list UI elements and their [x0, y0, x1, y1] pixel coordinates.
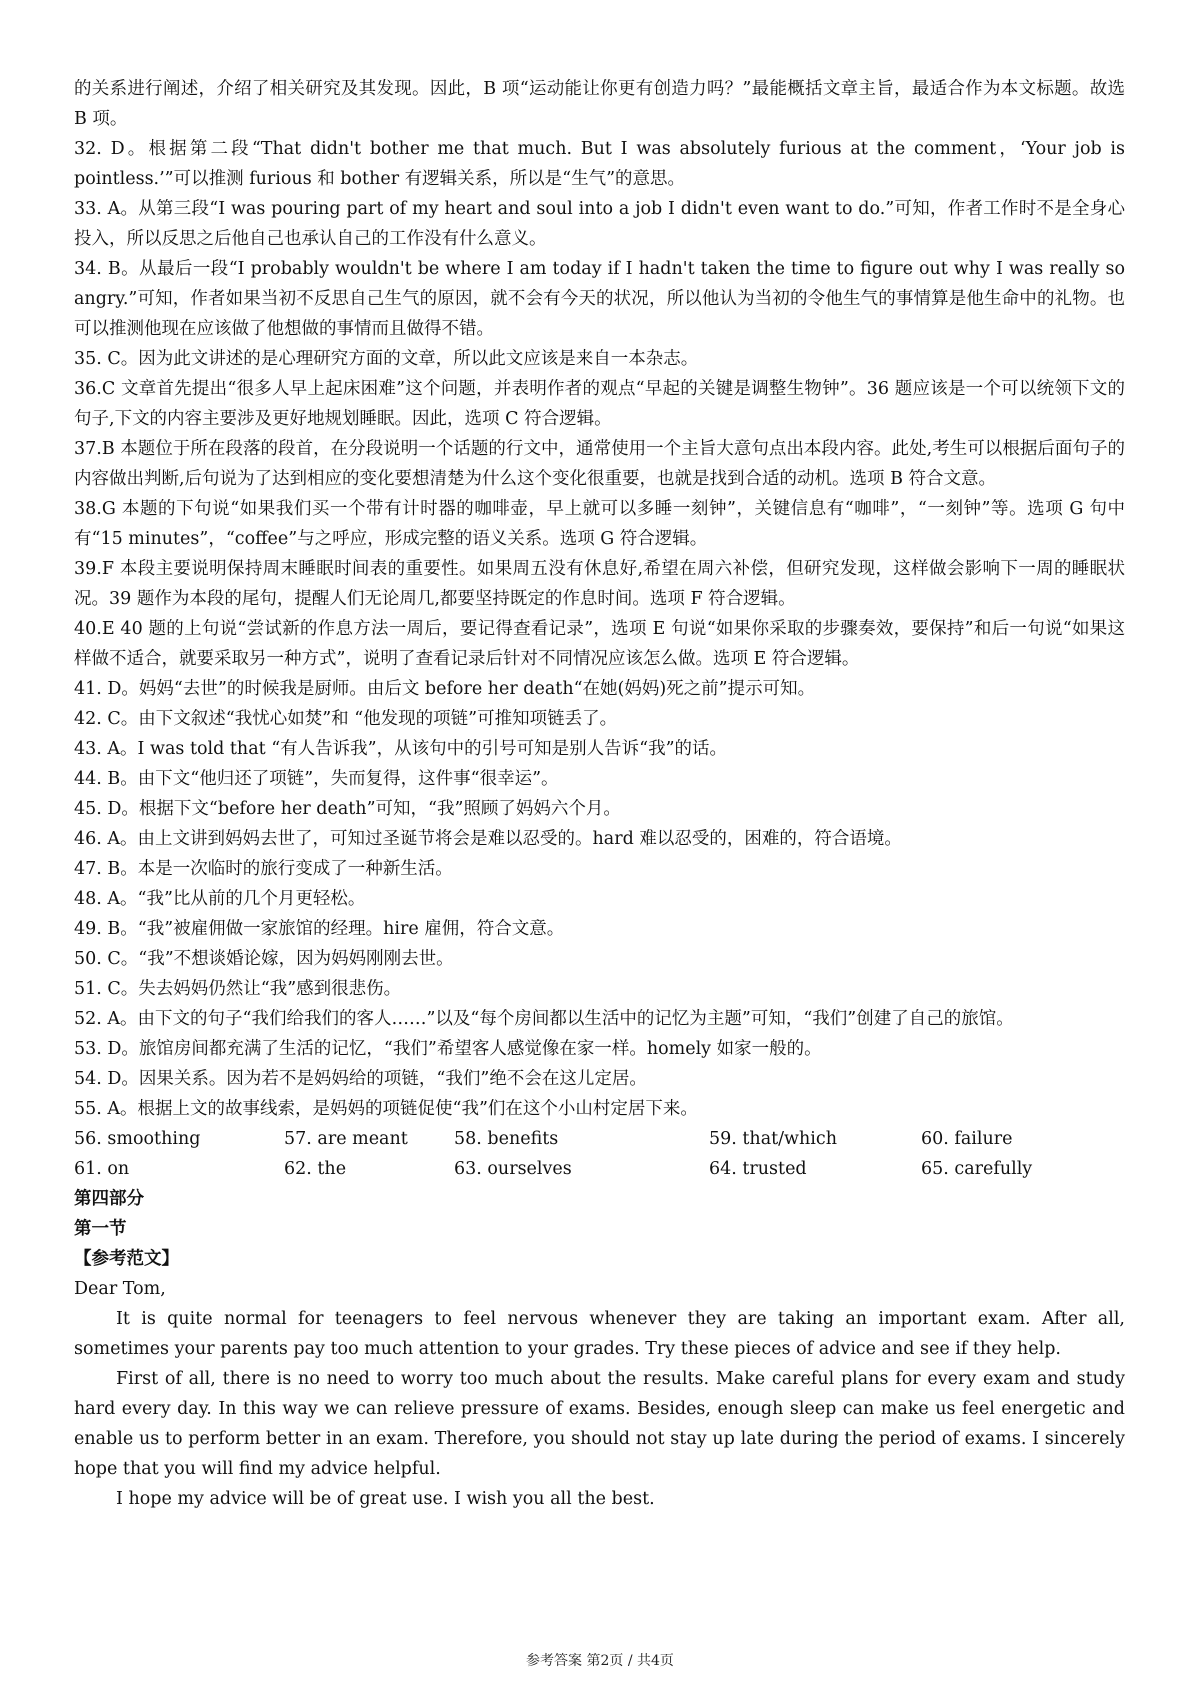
grammar-answer-59: 59. that/which: [709, 1129, 837, 1149]
answer-40: 40.E 40 题的上句说“尝试新的作息方法一周后，要记得查看记录”，选项 E 句说“如果你采取的步骤奏效，要保持”和后一句说“如果这样做不适合，就要采取另一种方式”，说明了查看记录后针对不同情况应该怎么做。选项 E 符合逻辑。: [74, 619, 1125, 669]
answer-52: 52. A。由下文的句子“我们给我们的客人……”以及“每个房间都以生活中的记忆为主题”可知，“我们”创建了自己的旅馆。: [74, 1009, 1014, 1029]
answer-50: 50. C。“我”不想谈婚论嫁，因为妈妈刚刚去世。: [74, 949, 454, 969]
grammar-answer-61: 61. on: [74, 1159, 130, 1179]
answer-37: 37.B 本题位于所在段落的段首，在分段说明一个话题的行文中，通常使用一个主旨大意句点出本段内容。此处,考生可以根据后面句子的内容做出判断,后句说为了达到相应的变化要想清楚为什么这个变化很重要，也就是找到合适的动机。选项 B 符合文意。: [74, 439, 1125, 489]
answer-31-continued: 的关系进行阐述，介绍了相关研究及其发现。因此，B 项“运动能让你更有创造力吗？”最能概括文章主旨，最适合作为本文标题。故选 B 项。: [74, 79, 1125, 129]
answer-34: 34. B。从最后一段“I probably wouldn't be where I am today if I hadn't taken the time to figure out why I was really so angry.”可知，作者如果当初不反思自己生气的原因，就不会有今天的状况，所以他认为当初的令他生气的事情算是他生命中的礼物。也可以推测他现在应该做了他想做的事情而且做得不错。: [74, 259, 1125, 339]
answer-43: 43. A。I was told that “有人告诉我”，从该句中的引号可知是别人告诉“我”的话。: [74, 739, 728, 759]
answer-33: 33. A。从第三段“I was pouring part of my heart and soul into a job I didn't even want to do.”可知，作者工作时不是全身心投入，所以反思之后他自己也承认自己的工作没有什么意义。: [74, 199, 1125, 249]
answer-38: 38.G 本题的下句说“如果我们买一个带有计时器的咖啡壶，早上就可以多睡一刻钟”，关键信息有“咖啡”，“一刻钟”等。选项 G 句中有“15 minutes”，“coffee”与之呼应，形成完整的语义关系。选项 G 符合逻辑。: [74, 499, 1125, 549]
page-footer: 参考答案 第2页 / 共4页: [526, 1653, 674, 1669]
essay-paragraph-2: First of all, there is no need to worry too much about the results. Make careful plans for every exam and study hard every day. In this way we can relieve pressure of exams. Besides, enough sleep can make us feel energetic and enable us to perform better in an exam. Therefore, you should not stay up late during the period of exams. I sincerely hope that you will find my advice helpful.: [74, 1369, 1125, 1479]
essay-paragraph-1: It is quite normal for teenagers to feel nervous whenever they are taking an important exam. After all, sometimes your parents pay too much attention to your grades. Try these pieces of advice and see if they help.: [74, 1309, 1125, 1359]
answer-51: 51. C。失去妈妈仍然让“我”感到很悲伤。: [74, 979, 402, 999]
answer-49: 49. B。“我”被雇佣做一家旅馆的经理。hire 雇佣，符合文意。: [74, 919, 565, 939]
answer-48: 48. A。“我”比从前的几个月更轻松。: [74, 889, 366, 909]
grammar-answer-58: 58. benefits: [454, 1129, 559, 1149]
answer-35: 35. C。因为此文讲述的是心理研究方面的文章，所以此文应该是来自一本杂志。: [74, 349, 699, 369]
answer-41: 41. D。妈妈“去世”的时候我是厨师。由后文 before her death“在她(妈妈)死之前”提示可知。: [74, 679, 816, 699]
answer-32: 32. D。根据第二段“That didn't bother me that much. But I was absolutely furious at the comment，‘Your job is pointless.’”可以推测 furious 和 bother 有逻辑关系，所以是“生气”的意思。: [74, 139, 1125, 189]
essay-greeting: Dear Tom,: [74, 1279, 166, 1299]
answer-45: 45. D。根据下文“before her death”可知，“我”照顾了妈妈六个月。: [74, 799, 621, 819]
answer-39: 39.F 本段主要说明保持周末睡眠时间表的重要性。如果周五没有休息好,希望在周六补偿，但研究发现，这样做会影响下一周的睡眠状况。39 题作为本段的尾句，提醒人们无论周几,都要坚持既定的作息时间。选项 F 符合逻辑。: [74, 559, 1125, 609]
grammar-answer-60: 60. failure: [921, 1129, 1013, 1149]
answer-53: 53. D。旅馆房间都充满了生活的记忆，“我们”希望客人感觉像在家一样。homely 如家一般的。: [74, 1039, 822, 1059]
answer-55: 55. A。根据上文的故事线索，是妈妈的项链促使“我”们在这个小山村定居下来。: [74, 1099, 698, 1119]
answer-42: 42. C。由下文叙述“我忧心如焚”和 “他发现的项链”可推知项链丢了。: [74, 709, 618, 729]
answer-54: 54. D。因果关系。因为若不是妈妈给的项链，“我们”绝不会在这儿定居。: [74, 1069, 647, 1089]
answer-47: 47. B。本是一次临时的旅行变成了一种新生活。: [74, 859, 453, 879]
answer-46: 46. A。由上文讲到妈妈去世了，可知过圣诞节将会是难以忍受的。hard 难以忍受的，困难的，符合语境。: [74, 829, 902, 849]
grammar-answer-63: 63. ourselves: [454, 1159, 572, 1179]
grammar-answer-57: 57. are meant: [284, 1129, 408, 1149]
grammar-answer-56: 56. smoothing: [74, 1129, 201, 1149]
grammar-answer-65: 65. carefully: [921, 1159, 1033, 1179]
grammar-answers-row-1: [74, 1124, 1125, 1154]
essay-paragraph-3: I hope my advice will be of great use. I wish you all the best.: [116, 1489, 655, 1509]
answer-36: 36.C 文章首先提出“很多人早上起床困难”这个问题，并表明作者的观点“早起的关键是调整生物钟”。36 题应该是一个可以统领下文的句子,下文的内容主要涉及更好地规划睡眠。因此，选项 C 符合逻辑。: [74, 379, 1125, 429]
grammar-answer-62: 62. the: [284, 1159, 347, 1179]
section-one-heading: 第一节: [74, 1219, 127, 1239]
answer-44: 44. B。由下文“他归还了项链”，失而复得，这件事“很幸运”。: [74, 769, 559, 789]
sample-essay-heading: 【参考范文】: [74, 1249, 179, 1269]
part-four-heading: 第四部分: [74, 1189, 144, 1209]
grammar-answer-64: 64. trusted: [709, 1159, 807, 1179]
grammar-answers-row-2: [74, 1154, 1125, 1184]
